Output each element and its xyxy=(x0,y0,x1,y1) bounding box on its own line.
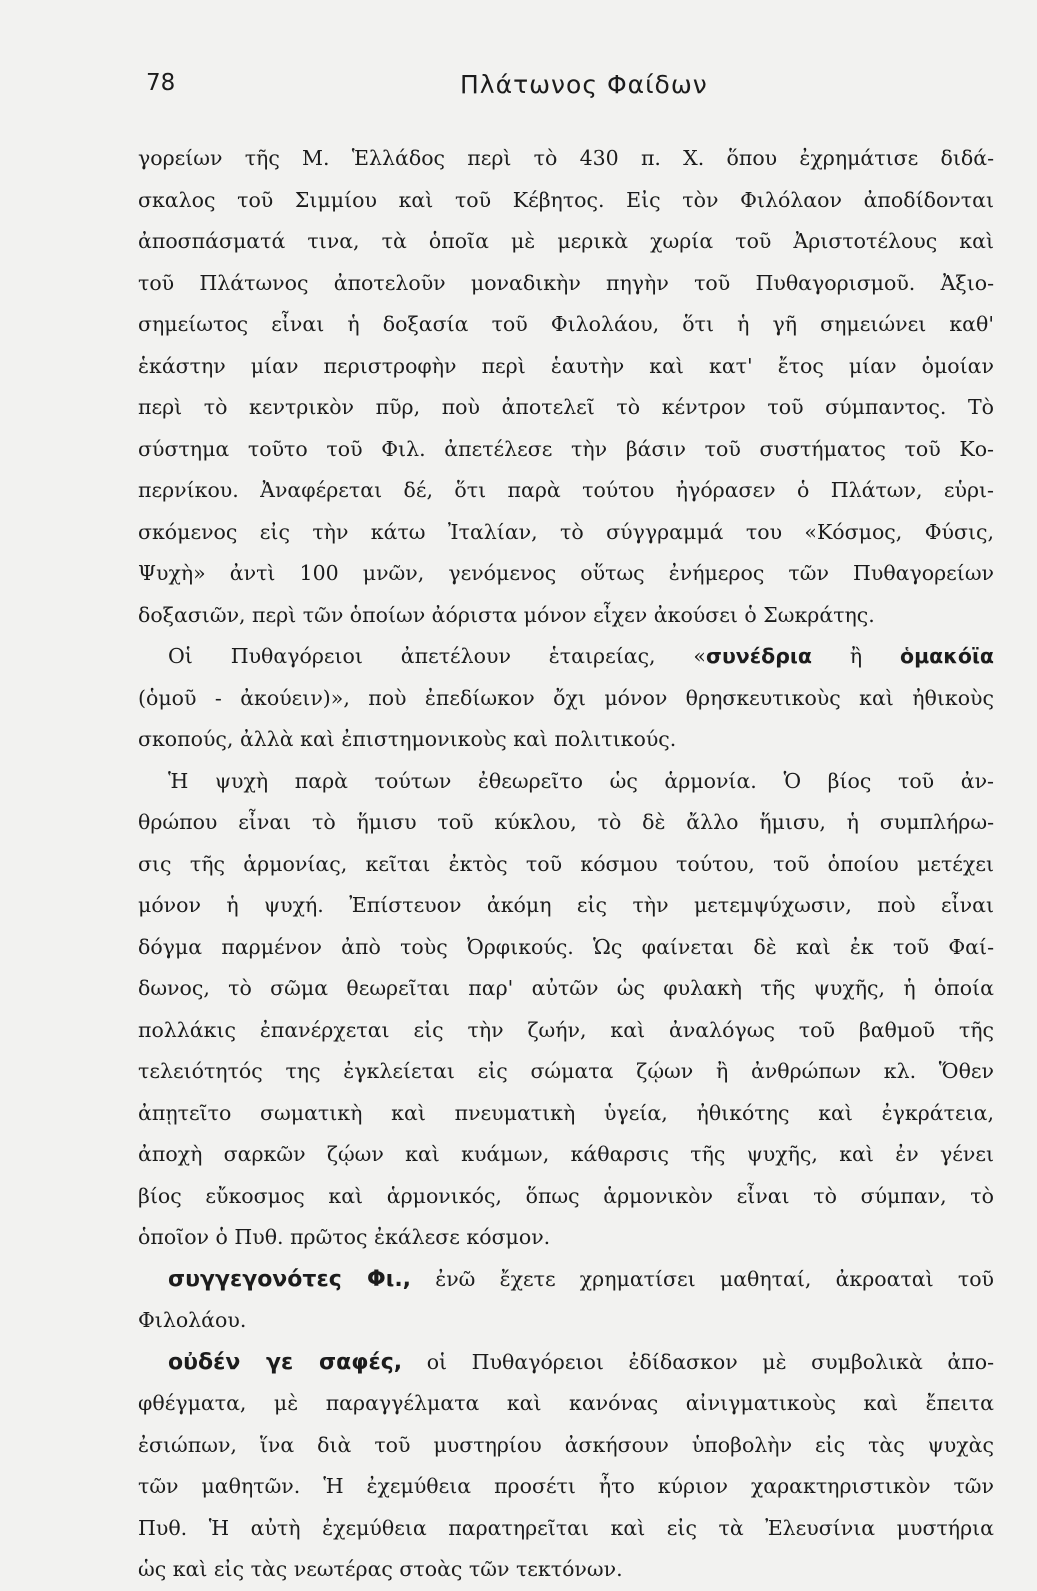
text-line: σκαλος τοῦ Σιμμίου καὶ τοῦ Κέβητος. Εἰς τὸν Φιλόλαον ἀποδίδονται xyxy=(138,187,994,212)
text-line: σις τῆς ἁρμονίας, κεῖται ἐκτὸς τοῦ κόσμου τούτου, τοῦ ὁποίου μετέχει xyxy=(138,851,994,876)
text-line: ἀποχὴ σαρκῶν ζῴων καὶ κυάμων, κάθαρσις τῆς ψυχῆς, καὶ ἐν γένει xyxy=(138,1142,994,1166)
text-span: ἐνῶ ἔχετε χρηματίσει μαθηταί, ἀκροαταὶ τοῦ xyxy=(411,1266,994,1291)
lemma: συγγεγονότες Φι., xyxy=(168,1266,412,1292)
text-line: περὶ τὸ κεντρικὸν πῦρ, ποὺ ἀποτελεῖ τὸ κέντρον τοῦ σύμπαντος. Τὸ xyxy=(138,395,994,419)
highlight-term: ὁμακόϊα xyxy=(900,644,994,668)
text-line: φθέγματα, μὲ παραγγέλματα καὶ κανόνας αἰνιγματικοὺς καὶ ἔπειτα xyxy=(138,1391,994,1415)
text-line: ὡς καὶ εἰς τὰς νεωτέρας στοὰς τῶν τεκτόνων. xyxy=(138,1557,623,1581)
highlight-term: συνέδρια xyxy=(705,644,812,668)
text-line: τοῦ Πλάτωνος ἀποτελοῦν μοναδικὴν πηγὴν τοῦ Πυθαγορισμοῦ. Ἀξιο- xyxy=(138,270,994,295)
text-line: Πυθ. Ἡ αὐτὴ ἐχεμύθεια παρατηρεῖται καὶ εἰς τὰ Ἐλευσίνια μυστήρια xyxy=(138,1515,994,1540)
text-line: ὁποῖον ὁ Πυθ. πρῶτος ἐκάλεσε κόσμον. xyxy=(138,1225,551,1249)
text-line: δοξασιῶν, περὶ τῶν ὁποίων ἀόριστα μόνον εἶχεν ἀκούσει ὁ Σωκράτης. xyxy=(138,602,875,627)
text-line: πολλάκις ἐπανέρχεται εἰς τὴν ζωήν, καὶ ἀναλόγως τοῦ βαθμοῦ τῆς xyxy=(138,1017,994,1042)
page-number: 78 xyxy=(146,70,176,96)
text-line: Φιλολάου. xyxy=(138,1308,247,1332)
text-span: οἱ Πυθαγόρειοι ἐδίδασκον μὲ συμβολικὰ ἀπο- xyxy=(402,1349,995,1374)
note-line xyxy=(138,1342,994,1384)
text-line: σύστημα τοῦτο τοῦ Φιλ. ἀπετέλεσε τὴν βάσιν τοῦ συστήματος τοῦ Κο- xyxy=(138,436,994,461)
text-line: περνίκου. Ἀναφέρεται δέ, ὅτι παρὰ τούτου ἠγόρασεν ὁ Πλάτων, εὑρι- xyxy=(138,478,994,502)
text-line: ἀποσπάσματά τινα, τὰ ὁποῖα μὲ μερικὰ χωρία τοῦ Ἀριστοτέλους καὶ xyxy=(138,229,994,253)
text-line: δωνος, τὸ σῶμα θεωρεῖται παρ' αὐτῶν ὡς φυλακὴ τῆς ψυχῆς, ἡ ὁποία xyxy=(138,976,994,1000)
text-span: Οἱ Πυθαγόρειοι ἀπετέλουν ἑταιρείας, « xyxy=(168,644,706,668)
text-line: ἐσιώπων, ἵνα διὰ τοῦ μυστηρίου ἀσκήσουν ὑποβολὴν εἰς τὰς ψυχὰς xyxy=(138,1432,994,1457)
note-line xyxy=(138,1259,994,1301)
lemma: οὐδέν γε σαφές, xyxy=(168,1349,403,1375)
text-line: ἑκάστην μίαν περιστροφὴν περὶ ἑαυτὴν καὶ κατ' ἔτος μίαν ὁμοίαν xyxy=(138,353,994,378)
text-line: τελειότητός της ἐγκλείεται εἰς σώματα ζῴων ἢ ἀνθρώπων κλ. Ὅθεν xyxy=(138,1059,994,1083)
text-line: δόγμα παρμένον ἀπὸ τοὺς Ὀρφικούς. Ὡς φαίνεται δὲ καὶ ἐκ τοῦ Φαί- xyxy=(138,934,994,959)
paragraph-start-line: Ἡ ψυχὴ παρὰ τούτων ἐθεωρεῖτο ὡς ἁρμονία. Ὁ βίος τοῦ ἀν- xyxy=(168,768,994,793)
text-line: θρώπου εἶναι τὸ ἥμισυ τοῦ κύκλου, τὸ δὲ ἄλλο ἥμισυ, ἡ συμπλήρω- xyxy=(138,810,994,834)
body-text xyxy=(138,138,994,1591)
text-line: σημείωτος εἶναι ἡ δοξασία τοῦ Φιλολάου, ὅτι ἡ γῆ σημειώνει καθ' xyxy=(138,312,994,336)
text-line: μόνον ἡ ψυχή. Ἐπίστευον ἀκόμη εἰς τὴν μετεμψύχωσιν, ποὺ εἶναι xyxy=(138,893,994,917)
text-line: τῶν μαθητῶν. Ἡ ἐχεμύθεια προσέτι ἦτο κύριον χαρακτηριστικὸν τῶν xyxy=(138,1474,994,1498)
text-line: ἀπῃτεῖτο σωματικὴ καὶ πνευματικὴ ὑγεία, ἠθικότης καὶ ἐγκράτεια, xyxy=(138,1100,994,1125)
text-line: σκόμενος εἰς τὴν κάτω Ἰταλίαν, τὸ σύγγραμμά του «Κόσμος, Φύσις, xyxy=(138,519,994,544)
text-line: σκοπούς, ἀλλὰ καὶ ἐπιστημονικοὺς καὶ πολιτικούς. xyxy=(138,727,677,751)
paragraph-start-line xyxy=(138,636,994,678)
text-line: (ὁμοῦ - ἀκούειν)», ποὺ ἐπεδίωκον ὄχι μόνον θρησκευτικοὺς καὶ ἠθικοὺς xyxy=(138,685,994,710)
text-line: γορείων τῆς Μ. Ἑλλάδος περὶ τὸ 430 π. Χ. ὅπου ἐχρημάτισε διδά- xyxy=(138,146,994,170)
text-line: Ψυχὴ» ἀντὶ 100 μνῶν, γενόμενος οὕτως ἐνήμερος τῶν Πυθαγορείων xyxy=(138,561,994,585)
text-line: βίος εὔκοσμος καὶ ἁρμονικός, ὅπως ἁρμονικὸν εἶναι τὸ σύμπαν, τὸ xyxy=(138,1183,994,1208)
text-span: ἢ xyxy=(812,644,901,668)
running-title: Πλάτωνος Φαίδων xyxy=(460,70,708,99)
